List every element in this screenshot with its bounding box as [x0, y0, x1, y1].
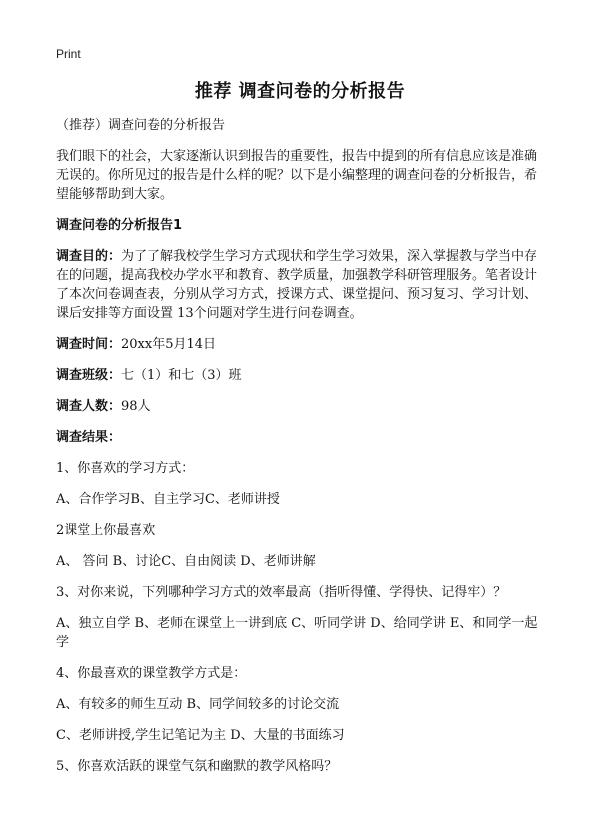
results-label: 调查结果： — [56, 430, 122, 445]
page-title: 推荐 调查问卷的分析报告 — [194, 81, 406, 102]
purpose-label: 调查目的： — [56, 249, 122, 264]
print-link[interactable]: Print — [56, 47, 81, 61]
count-value: 98人 — [121, 399, 151, 414]
time-label: 调查时间： — [56, 337, 122, 352]
class-label: 调查班级： — [56, 368, 122, 383]
section-title: 调查问卷的分析报告1 — [56, 218, 183, 233]
list-item: 4、你最喜欢的课堂教学方式是： — [56, 666, 247, 681]
list-item: 5、你喜欢活跃的课堂气氛和幽默的教学风格吗？ — [56, 759, 338, 774]
time-paragraph — [56, 335, 548, 354]
list-item: A、 答问 B、讨论C、自由阅读 D、老师讲解 — [56, 554, 316, 569]
list-item: 3、对你来说，下列哪种学习方式的效率最高（指听得懂、学得快、记得牢）？ — [56, 585, 507, 600]
class-paragraph — [56, 366, 548, 385]
count-label: 调查人数： — [56, 399, 122, 414]
document-body — [56, 116, 548, 788]
list-item: 2课堂上你最喜欢 — [56, 523, 156, 538]
purpose-paragraph — [56, 247, 548, 323]
class-value: 七（1）和七（3）班 — [121, 368, 242, 383]
purpose-text: 为了了解我校学生学习方式现状和学生学习效果，深入掌握教与学当中存在的问题，提高我校办学水平和教育、教学质量，加强教学科研管理服务。笔者设计了本次问卷调查表，分别从学习方式，授课方式、课堂提问、预习复习、学习计划、课后安排等方面设置 13个问题对学生进行问卷调查。 — [56, 249, 538, 321]
results-heading — [56, 428, 548, 447]
list-item: A、有较多的师生互动 B、同学间较多的讨论交流 — [56, 697, 340, 712]
list-item: A、独立自学 B、老师在课堂上一讲到底 C、听同学讲 D、给同学讲 E、和同学一起学 — [56, 616, 538, 650]
list-item: C、老师讲授,学生记笔记为主 D、大量的书面练习 — [56, 728, 345, 743]
time-value: 20xx年5月14日 — [121, 337, 217, 352]
list-item: A、合作学习B、自主学习C、老师讲授 — [56, 492, 280, 507]
document-subtitle: （推荐）调查问卷的分析报告 — [56, 118, 226, 133]
list-item: 1、你喜欢的学习方式： — [56, 461, 195, 476]
intro-paragraph: 我们眼下的社会，大家逐渐认识到报告的重要性，报告中提到的所有信息应该是准确无误的。你所见过的报告是什么样的呢？以下是小编整理的调查问卷的分析报告，希望能够帮助到大家。 — [56, 149, 538, 202]
count-paragraph — [56, 397, 548, 416]
